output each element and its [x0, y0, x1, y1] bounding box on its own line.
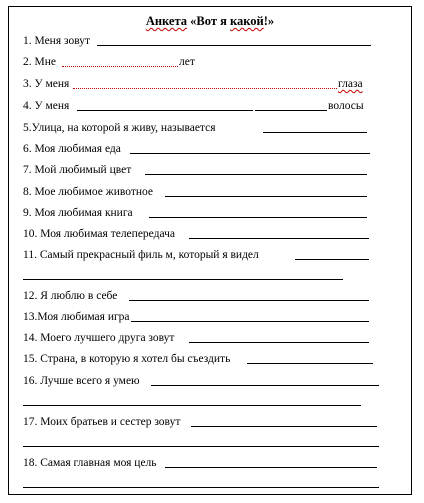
item-3-label: 3. У меня: [23, 78, 70, 90]
item-2-suffix: лет: [179, 56, 195, 68]
item-4-answer-line-a[interactable]: [77, 110, 253, 111]
item-5-answer-line[interactable]: [263, 132, 367, 133]
item-2-answer-line[interactable]: [62, 66, 178, 67]
item-7: [23, 163, 131, 177]
item-14-label: 14. Моего лучшего друга зовут: [23, 332, 175, 344]
item-15-label: 15. Страна, в которую я хотел бы съездить: [23, 353, 231, 365]
item-8-answer-line[interactable]: [165, 196, 367, 197]
title-quote-start: «Вот я: [190, 14, 230, 28]
item-9-answer-line[interactable]: [149, 217, 367, 218]
questionnaire-page: [8, 6, 412, 495]
item-9-label: 9. Моя любимая книга: [23, 207, 133, 219]
title-word-kakoy: какой: [229, 14, 264, 28]
item-4-label: 4. У меня: [23, 100, 70, 112]
item-4: [23, 99, 69, 113]
item-11: [23, 248, 259, 262]
item-18-answer-line-a[interactable]: [165, 467, 377, 468]
item-12: [23, 289, 117, 303]
item-12-label: 12. Я люблю в себе: [23, 290, 118, 302]
item-8: [23, 185, 153, 199]
item-10-label: 10. Моя любимая телепередача: [23, 228, 176, 240]
item-4-answer-line-b[interactable]: [255, 110, 327, 111]
item-11-answer-line-b[interactable]: [23, 279, 343, 280]
title-word: Анкета: [145, 14, 188, 28]
item-15: [23, 352, 230, 366]
item-3: [23, 77, 69, 91]
item-16-answer-line-b[interactable]: [23, 405, 361, 406]
title-quote-end: !»: [263, 14, 275, 28]
item-18-answer-line-b[interactable]: [23, 487, 379, 488]
item-3-suffix: глаза: [338, 78, 363, 90]
page-title: [9, 13, 411, 29]
item-7-label: 7. Мой любимый цвет: [23, 164, 132, 176]
item-9: [23, 206, 133, 220]
item-5: [23, 121, 216, 135]
item-16-answer-line-a[interactable]: [151, 385, 379, 386]
item-18-label: 18. Самая главная моя цель: [23, 457, 157, 469]
item-16: [23, 374, 140, 388]
item-10-answer-line[interactable]: [189, 238, 369, 239]
item-3-answer-line[interactable]: [73, 88, 337, 89]
item-6-label: 6. Моя любимая еда: [23, 143, 121, 155]
item-6-answer-line[interactable]: [130, 153, 370, 154]
item-8-label: 8. Мое любимое животное: [23, 186, 154, 198]
item-1-answer-line[interactable]: [97, 45, 371, 46]
item-4-suffix: волосы: [328, 100, 364, 112]
item-7-answer-line[interactable]: [145, 174, 367, 175]
item-1-label: 1. Меня зовут: [23, 35, 91, 47]
item-13-answer-line[interactable]: [131, 321, 369, 322]
item-14-answer-line[interactable]: [189, 342, 369, 343]
item-16-label: 16. Лучше всего я умею: [23, 375, 140, 387]
item-12-answer-line[interactable]: [129, 300, 369, 301]
item-1: [23, 34, 90, 48]
item-10: [23, 227, 175, 241]
item-11-label: 11. Самый прекрасный филь м, который я видел: [23, 249, 259, 261]
item-18: [23, 456, 157, 470]
item-13: [23, 310, 130, 324]
item-17-label: 17. Моих братьев и сестер зовут: [23, 416, 181, 428]
item-11-answer-line-a[interactable]: [295, 259, 369, 260]
item-13-label: 13.Моя любимая игра: [23, 311, 130, 323]
item-5-label: 5.Улица, на которой я живу, называется: [23, 122, 216, 134]
item-6: [23, 142, 121, 156]
item-2: [23, 55, 56, 69]
item-2-label: 2. Мне: [23, 56, 56, 68]
item-17: [23, 415, 180, 429]
item-15-answer-line[interactable]: [247, 363, 373, 364]
item-14: [23, 331, 174, 345]
item-17-answer-line-b[interactable]: [23, 446, 379, 447]
item-17-answer-line-a[interactable]: [191, 426, 377, 427]
